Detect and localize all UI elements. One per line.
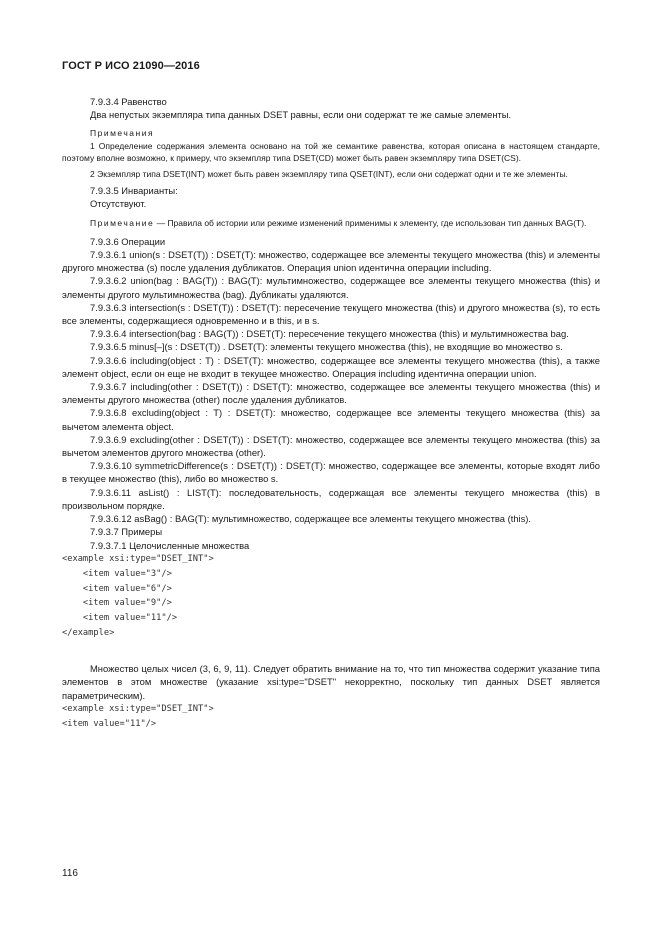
section-text-invariants: Отсутствуют.: [90, 198, 147, 210]
section-heading-operations: 7.9.3.6 Операции: [90, 235, 166, 247]
notes-label: Примечания: [90, 128, 155, 139]
code-line: <item value="6"/>: [62, 583, 172, 594]
note-1: 1 Определение содержания элемента основано на той же семантике равенства, которая описана в настоящем стандарте, поэтому вполне возможно, к примеру, что экземпляр типа DSET(CD) может быть равен экземпляру типа DSET(CS).: [62, 140, 600, 163]
note-2: 2 Экземпляр типа DSET(INT) может быть равен экземпляру типа QSET(INT), если они содержат одни и те же элементы.: [90, 169, 568, 180]
operation-6: 7.9.3.6.6 including(object : T) : DSET(T): множество, содержащее все элементы текущего множества (this), а также элемент object, если он еще не входит в текущее множество. Операция including идентична операции union.: [62, 354, 600, 379]
operation-1: 7.9.3.6.1 union(s : DSET(T)) : DSET(T): множество, содержащее все элементы текущего множества (this) и элементы другого множества (s) после удаления дубликатов. Операция union идентична операции including.: [62, 249, 600, 274]
code-line: </example>: [62, 628, 115, 639]
operation-5: 7.9.3.6.5 minus[–](s : DSET(T)) . DSET(T): элементы текущего множества (this), не входящие во множество s.: [90, 341, 563, 353]
paragraph-integer-set-description: Множество целых чисел (3, 6, 9, 11). Следует обратить внимание на то, что тип множества содержит указание типа элементов в этом множестве (указание xsi:type="DSET" некорректно, поскольку тип данных DSET является параметрическим).: [62, 663, 600, 701]
note-3-text: — Правила об истории или режиме изменений применимы к элементу, где использован тип данных BAG(T).: [156, 217, 587, 228]
note-3-label: Примечание: [90, 217, 155, 228]
operation-8: 7.9.3.6.8 excluding(object : T) : DSET(T): множество, содержащее все элементы текущего множества (this) за вычетом элемента object.: [62, 407, 600, 432]
code-example-1: [62, 552, 600, 641]
standard-header: ГОСТ Р ИСО 21090—2016: [62, 60, 200, 72]
section-heading-examples: 7.9.3.7 Примеры: [90, 526, 163, 538]
code-line: <example xsi:type="DSET_INT">: [62, 703, 214, 714]
operation-7: 7.9.3.6.7 including(other : DSET(T)) : DSET(T): множество, содержащее все элементы текущего множества (this) и элементы другого множества (other) после удаления дубликатов.: [62, 381, 600, 406]
operation-9: 7.9.3.6.9 excluding(other : DSET(T)) : DSET(T): множество, содержащее все элементы текущего множества (this) за вычетом элементов другого множества (other).: [62, 433, 600, 459]
section-text-equality: Два непустых экземпляра типа данных DSET равны, если они содержат те же самые элементы.: [90, 109, 512, 121]
page-number: 116: [62, 868, 78, 879]
note-3: [62, 217, 600, 229]
code-example-2: [62, 702, 600, 732]
section-heading-invariants: 7.9.3.5 Инварианты:: [90, 185, 178, 197]
subsection-heading-integer-sets: 7.9.3.7.1 Целочисленные множества: [90, 539, 250, 551]
operation-12: 7.9.3.6.12 asBag() : BAG(T): мультимножество, содержащее все элементы текущего множества (this).: [90, 513, 532, 525]
operation-4: 7.9.3.6.4 intersection(bag : BAG(T)) : DSET(T): пересечение текущего множества (this) и мультимножества bag.: [90, 328, 569, 340]
code-line: <item value="3"/>: [62, 568, 172, 579]
section-heading-equality: 7.9.3.4 Равенство: [90, 96, 167, 107]
code-line: <example xsi:type="DSET_INT">: [62, 553, 214, 564]
code-line: <item value="9"/>: [62, 598, 172, 609]
code-line: <item value="11"/>: [62, 718, 157, 729]
operation-10: 7.9.3.6.10 symmetricDifference(s : DSET(T)) : DSET(T): множество, содержащее все элементы, которые входят либо в текущее множество (this), либо во множество s.: [62, 460, 600, 485]
operation-2: 7.9.3.6.2 union(bag : BAG(T)) : BAG(T): мультимножество, содержащее все элементы текущего множества (this) и элементы другого мультимножества (bag). Дубликаты удаляются.: [62, 275, 600, 300]
operation-11: 7.9.3.6.11 asList() : LIST(T): последовательность, содержащая все элементы текущего множества (this) в произвольном порядке.: [62, 486, 600, 511]
operation-3: 7.9.3.6.3 intersection(s : DSET(T)) : DSET(T): пересечение текущего множества (this) и другого множества (s), то есть все элементы, содержащиеся одновременно и в this, и в s.: [62, 301, 600, 327]
code-line: <item value="11"/>: [62, 613, 178, 624]
page-content: [62, 95, 600, 732]
